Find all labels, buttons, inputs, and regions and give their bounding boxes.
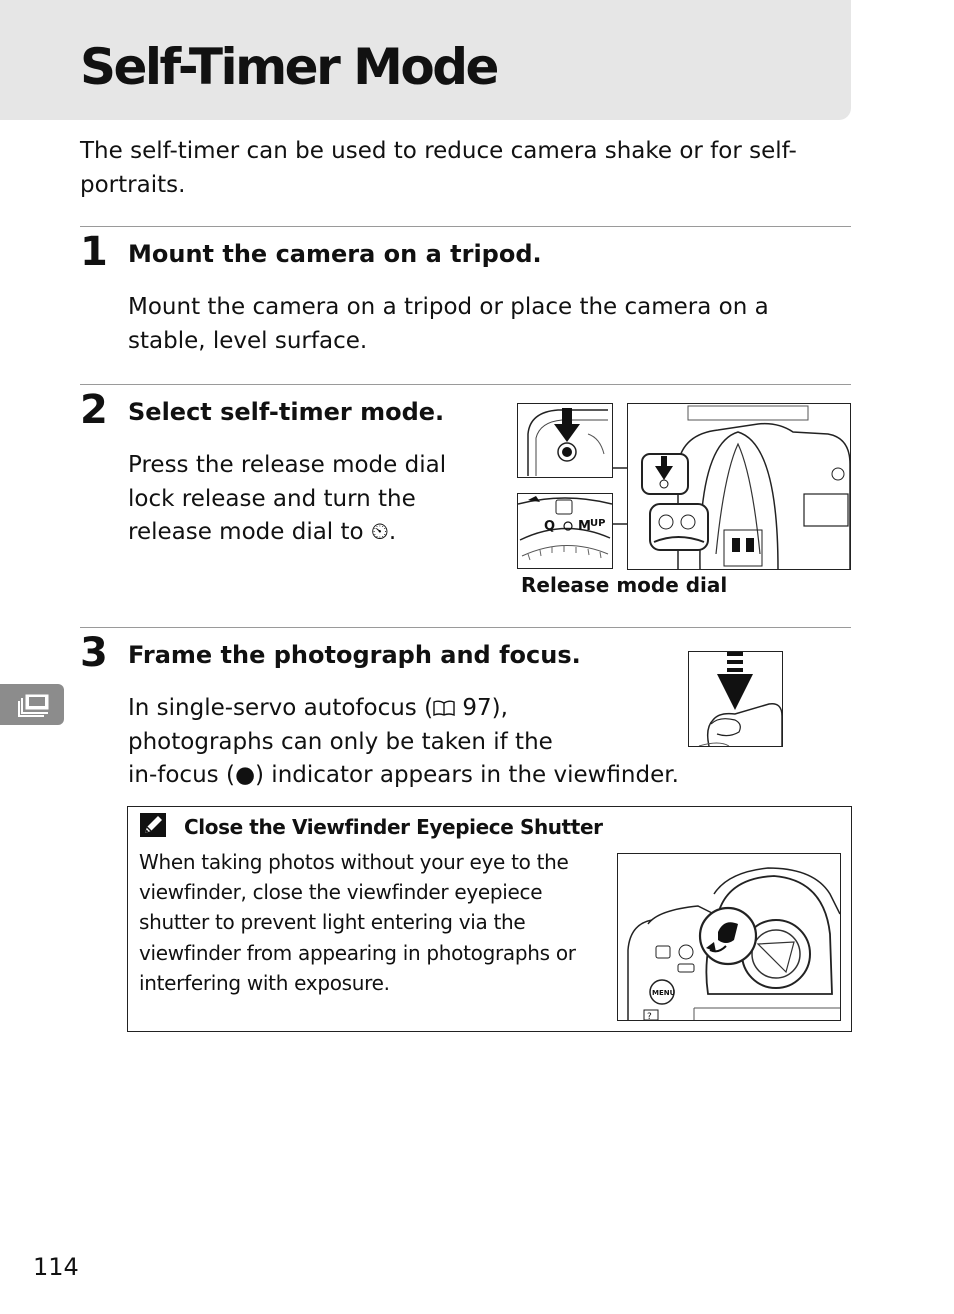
- eyepiece-shutter-figure: [617, 853, 841, 1021]
- book-icon: [433, 695, 455, 721]
- release-mode-icon: [0, 684, 64, 725]
- step-3-line-2: photographs can only be taken if the: [128, 728, 553, 755]
- step-3-body: [128, 692, 728, 793]
- page-number: 114: [33, 1253, 79, 1281]
- step-2-number: 2: [80, 387, 108, 433]
- dial-label-m: M: [578, 519, 591, 534]
- step-3-line-3a: in-focus (: [128, 762, 235, 788]
- dial-label-q: Q: [544, 519, 556, 534]
- shutter-press-figure: [688, 651, 783, 747]
- step-3-title: Frame the photograph and focus.: [128, 641, 581, 669]
- note-body: When taking photos without your eye to the viewfinder, close the viewfinder eyepiece shutter to prevent light entering via the viewfinder from appearing in photographs or interfering with exposure.: [139, 850, 576, 995]
- dial-label-up: UP: [590, 518, 606, 529]
- help-button-label: ?: [647, 1012, 652, 1020]
- step-1-title: Mount the camera on a tripod.: [128, 240, 542, 268]
- camera-top-figure: [627, 403, 851, 570]
- note-box: [127, 806, 852, 1032]
- release-mode-dial-caption: Release mode dial: [521, 573, 728, 597]
- chapter-tab[interactable]: [0, 684, 64, 725]
- step-3-line-1b: 97),: [462, 695, 508, 721]
- step-3-number: 3: [80, 630, 108, 676]
- step-1-number: 1: [80, 229, 108, 275]
- step-2-body: Press the release mode dial lock release and turn the release mode dial to ⏲.: [128, 452, 447, 545]
- note-title: Close the Viewfinder Eyepiece Shutter: [184, 815, 603, 839]
- self-timer-icon: ⏲: [370, 519, 389, 545]
- step-1-body: Mount the camera on a tripod or place the camera on a stable, level surface.: [128, 294, 769, 354]
- step-2-title: Select self-timer mode.: [128, 398, 445, 426]
- dial-lock-release-figure: [517, 403, 613, 478]
- intro-text: The self-timer can be used to reduce camera shake or for self-portraits.: [80, 138, 797, 198]
- release-mode-dial-figure: [517, 493, 613, 569]
- step-2-line-3: release mode dial to: [128, 519, 364, 545]
- step-2-line-1: Press the release mode dial: [128, 452, 447, 478]
- step-3-divider: [80, 627, 851, 628]
- menu-button-label: MENU: [652, 989, 676, 997]
- page-title: Self-Timer Mode: [80, 38, 497, 96]
- step-1-divider: [80, 226, 851, 227]
- step-2-divider: [80, 384, 851, 385]
- pencil-icon: [140, 813, 166, 837]
- step-2-line-2: lock release and turn the: [128, 485, 416, 512]
- step-3-line-1a: In single-servo autofocus (: [128, 695, 434, 721]
- step-3-line-3b: ) indicator appears in the viewfinder.: [255, 762, 679, 788]
- in-focus-indicator-icon: ●: [234, 762, 256, 788]
